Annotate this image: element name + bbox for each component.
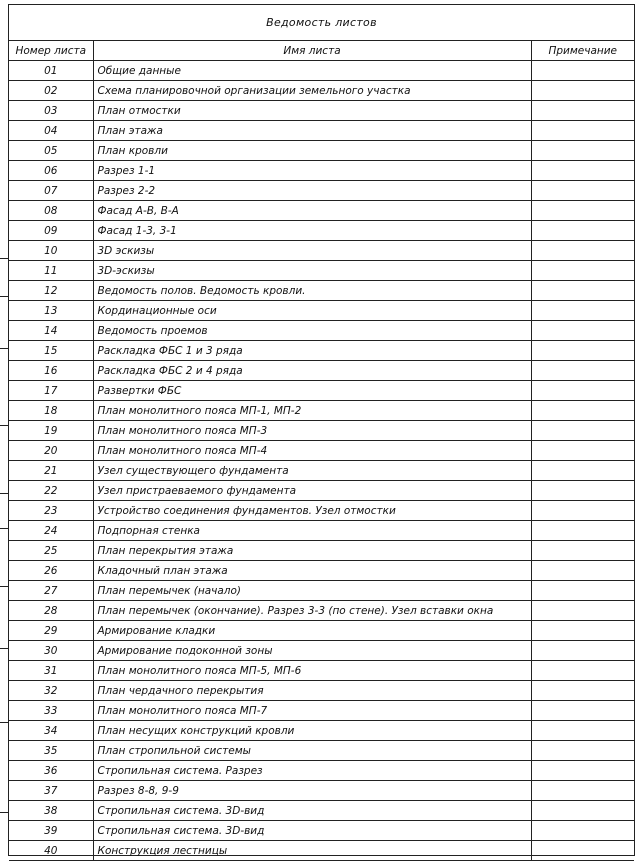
- table-header-row: [9, 41, 634, 61]
- document-title: Ведомость листов: [9, 5, 634, 41]
- sheet-number-cell: 27: [9, 581, 93, 601]
- table-row: [9, 821, 634, 841]
- sheet-name-cell: Стропильная система. 3D-вид: [93, 821, 531, 841]
- sheet-name-cell: Устройство соединения фундаментов. Узел отмостки: [93, 501, 531, 521]
- note-cell: [531, 281, 634, 301]
- sheet-name-cell: План этажа: [93, 121, 531, 141]
- sheet-number-cell: 06: [9, 161, 93, 181]
- note-cell: [531, 781, 634, 801]
- sheet-number-cell: 03: [9, 101, 93, 121]
- sheet-name-cell: Раскладка ФБС 1 и 3 ряда: [93, 341, 531, 361]
- sheet-name-cell: Раскладка ФБС 2 и 4 ряда: [93, 361, 531, 381]
- margin-tick: [0, 586, 8, 587]
- note-cell: [531, 821, 634, 841]
- note-cell: [531, 441, 634, 461]
- table-row: [9, 121, 634, 141]
- table-row: [9, 841, 634, 861]
- sheet-number-cell: 40: [9, 841, 93, 861]
- table-row: [9, 381, 634, 401]
- note-cell: [531, 721, 634, 741]
- header-sheet-number: Номер листа: [9, 41, 93, 61]
- table-row: [9, 661, 634, 681]
- table-row: [9, 641, 634, 661]
- sheet-number-cell: 10: [9, 241, 93, 261]
- sheet-name-cell: Схема планировочной организации земельного участка: [93, 81, 531, 101]
- sheet-name-cell: План монолитного пояса МП-7: [93, 701, 531, 721]
- sheet-name-cell: Ведомость проемов: [93, 321, 531, 341]
- sheet-number-cell: 11: [9, 261, 93, 281]
- margin-tick: [0, 722, 8, 723]
- note-cell: [531, 841, 634, 861]
- table-row: [9, 221, 634, 241]
- note-cell: [531, 421, 634, 441]
- table-row: [9, 481, 634, 501]
- sheet-name-cell: Кординационные оси: [93, 301, 531, 321]
- margin-tick: [0, 258, 8, 259]
- table-row: [9, 681, 634, 701]
- sheet-number-cell: 37: [9, 781, 93, 801]
- sheet-number-cell: 17: [9, 381, 93, 401]
- sheet-name-cell: Конструкция лестницы: [93, 841, 531, 861]
- table-row: [9, 621, 634, 641]
- note-cell: [531, 661, 634, 681]
- note-cell: [531, 241, 634, 261]
- note-cell: [531, 741, 634, 761]
- table-row: [9, 341, 634, 361]
- table-row: [9, 801, 634, 821]
- margin-tick: [0, 528, 8, 529]
- table-row: [9, 501, 634, 521]
- sheet-number-cell: 21: [9, 461, 93, 481]
- table-row: [9, 721, 634, 741]
- sheet-name-cell: Армирование кладки: [93, 621, 531, 641]
- note-cell: [531, 161, 634, 181]
- table-row: [9, 61, 634, 81]
- note-cell: [531, 601, 634, 621]
- note-cell: [531, 201, 634, 221]
- sheet-name-cell: План перемычек (окончание). Разрез 3-3 (по стене). Узел вставки окна: [93, 601, 531, 621]
- margin-tick: [0, 493, 8, 494]
- sheet-number-cell: 02: [9, 81, 93, 101]
- note-cell: [531, 261, 634, 281]
- table-row: [9, 301, 634, 321]
- sheet-number-cell: 22: [9, 481, 93, 501]
- sheet-name-cell: Общие данные: [93, 61, 531, 81]
- sheet-name-cell: Разрез 2-2: [93, 181, 531, 201]
- note-cell: [531, 361, 634, 381]
- sheet-number-cell: 15: [9, 341, 93, 361]
- sheet-name-cell: План кровли: [93, 141, 531, 161]
- sheet-number-cell: 36: [9, 761, 93, 781]
- sheet-number-cell: 25: [9, 541, 93, 561]
- table-row: [9, 401, 634, 421]
- sheet-number-cell: 34: [9, 721, 93, 741]
- note-cell: [531, 761, 634, 781]
- note-cell: [531, 181, 634, 201]
- table-row: [9, 581, 634, 601]
- sheet-number-cell: 28: [9, 601, 93, 621]
- sheet-number-cell: 07: [9, 181, 93, 201]
- sheet-number-cell: 31: [9, 661, 93, 681]
- table-row: [9, 601, 634, 621]
- sheet-name-cell: Фасад А-В, В-А: [93, 201, 531, 221]
- table-row: [9, 101, 634, 121]
- sheet-name-cell: План несущих конструкций кровли: [93, 721, 531, 741]
- sheet-number-cell: 18: [9, 401, 93, 421]
- note-cell: [531, 561, 634, 581]
- sheet-name-cell: Стропильная система. 3D-вид: [93, 801, 531, 821]
- note-cell: [531, 521, 634, 541]
- note-cell: [531, 101, 634, 121]
- note-cell: [531, 221, 634, 241]
- sheet-name-cell: План монолитного пояса МП-4: [93, 441, 531, 461]
- table-row: [9, 161, 634, 181]
- sheet-name-cell: Фасад 1-3, 3-1: [93, 221, 531, 241]
- sheet-name-cell: План монолитного пояса МП-5, МП-6: [93, 661, 531, 681]
- sheet-name-cell: План монолитного пояса МП-3: [93, 421, 531, 441]
- note-cell: [531, 801, 634, 821]
- note-cell: [531, 581, 634, 601]
- sheet-name-cell: Развертки ФБС: [93, 381, 531, 401]
- table-row: [9, 281, 634, 301]
- sheet-name-cell: Ведомость полов. Ведомость кровли.: [93, 281, 531, 301]
- table-row: [9, 421, 634, 441]
- sheet-number-cell: 20: [9, 441, 93, 461]
- table-row: [9, 241, 634, 261]
- margin-tick: [0, 425, 8, 426]
- sheet-number-cell: 29: [9, 621, 93, 641]
- note-cell: [531, 81, 634, 101]
- sheet-name-cell: План перекрытия этажа: [93, 541, 531, 561]
- note-cell: [531, 321, 634, 341]
- table-row: [9, 701, 634, 721]
- sheet-number-cell: 30: [9, 641, 93, 661]
- sheet-number-cell: 39: [9, 821, 93, 841]
- table-row: [9, 141, 634, 161]
- sheet-list-table: [9, 41, 634, 861]
- sheet-name-cell: План чердачного перекрытия: [93, 681, 531, 701]
- table-row: [9, 181, 634, 201]
- table-row: [9, 541, 634, 561]
- margin-tick: [0, 348, 8, 349]
- note-cell: [531, 121, 634, 141]
- sheet-number-cell: 16: [9, 361, 93, 381]
- sheet-number-cell: 35: [9, 741, 93, 761]
- table-row: [9, 441, 634, 461]
- sheet-name-cell: Разрез 8-8, 9-9: [93, 781, 531, 801]
- table-row: [9, 741, 634, 761]
- table-row: [9, 521, 634, 541]
- sheet-number-cell: 32: [9, 681, 93, 701]
- sheet-number-cell: 08: [9, 201, 93, 221]
- sheet-number-cell: 24: [9, 521, 93, 541]
- table-row: [9, 461, 634, 481]
- note-cell: [531, 541, 634, 561]
- note-cell: [531, 621, 634, 641]
- note-cell: [531, 501, 634, 521]
- note-cell: [531, 141, 634, 161]
- note-cell: [531, 701, 634, 721]
- sheet-name-cell: План монолитного пояса МП-1, МП-2: [93, 401, 531, 421]
- sheet-name-cell: Стропильная система. Разрез: [93, 761, 531, 781]
- sheet-number-cell: 01: [9, 61, 93, 81]
- sheet-name-cell: 3D эскизы: [93, 241, 531, 261]
- sheet-list-document: [8, 4, 635, 856]
- table-row: [9, 761, 634, 781]
- sheet-number-cell: 14: [9, 321, 93, 341]
- sheet-name-cell: Кладочный план этажа: [93, 561, 531, 581]
- sheet-number-cell: 05: [9, 141, 93, 161]
- note-cell: [531, 381, 634, 401]
- table-row: [9, 201, 634, 221]
- sheet-name-cell: Армирование подоконной зоны: [93, 641, 531, 661]
- table-row: [9, 261, 634, 281]
- sheet-name-cell: План отмостки: [93, 101, 531, 121]
- margin-tick: [0, 812, 8, 813]
- sheet-name-cell: 3D-эскизы: [93, 261, 531, 281]
- header-sheet-name: Имя листа: [93, 41, 531, 61]
- sheet-number-cell: 04: [9, 121, 93, 141]
- sheet-name-cell: Узел существующего фундамента: [93, 461, 531, 481]
- sheet-name-cell: План перемычек (начало): [93, 581, 531, 601]
- note-cell: [531, 461, 634, 481]
- note-cell: [531, 61, 634, 81]
- sheet-number-cell: 38: [9, 801, 93, 821]
- sheet-name-cell: Разрез 1-1: [93, 161, 531, 181]
- margin-tick: [0, 296, 8, 297]
- note-cell: [531, 481, 634, 501]
- sheet-number-cell: 26: [9, 561, 93, 581]
- sheet-number-cell: 13: [9, 301, 93, 321]
- table-row: [9, 361, 634, 381]
- sheet-number-cell: 23: [9, 501, 93, 521]
- table-row: [9, 781, 634, 801]
- margin-tick: [0, 648, 8, 649]
- table-row: [9, 81, 634, 101]
- note-cell: [531, 301, 634, 321]
- sheet-number-cell: 19: [9, 421, 93, 441]
- sheet-name-cell: План стропильной системы: [93, 741, 531, 761]
- sheet-number-cell: 33: [9, 701, 93, 721]
- note-cell: [531, 641, 634, 661]
- sheet-number-cell: 12: [9, 281, 93, 301]
- sheet-number-cell: 09: [9, 221, 93, 241]
- note-cell: [531, 681, 634, 701]
- table-row: [9, 321, 634, 341]
- header-note: Примечание: [531, 41, 634, 61]
- note-cell: [531, 341, 634, 361]
- sheet-name-cell: Подпорная стенка: [93, 521, 531, 541]
- table-row: [9, 561, 634, 581]
- note-cell: [531, 401, 634, 421]
- sheet-name-cell: Узел пристраеваемого фундамента: [93, 481, 531, 501]
